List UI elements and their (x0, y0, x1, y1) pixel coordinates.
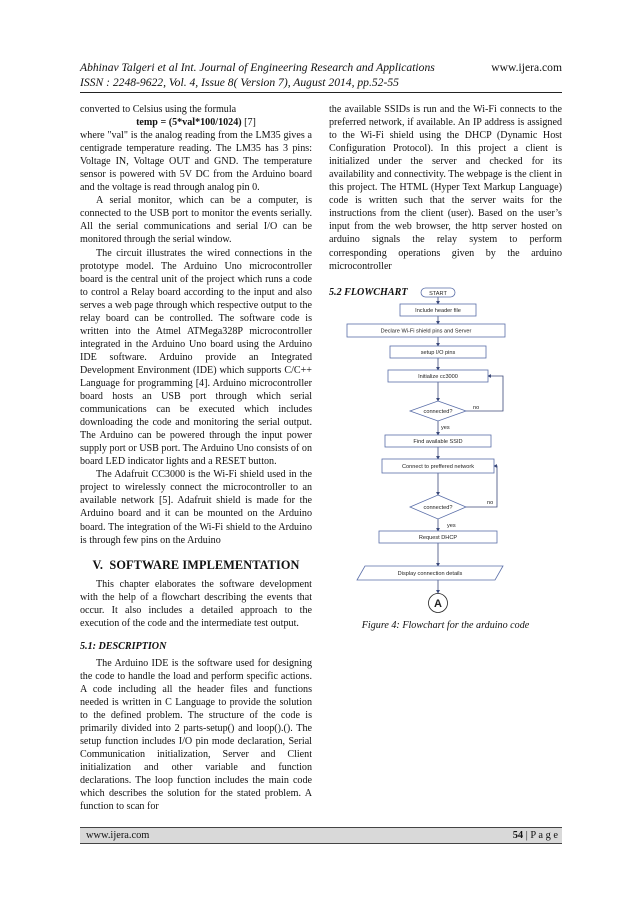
connector-label: A (434, 598, 442, 610)
branch-label: no (487, 500, 494, 506)
section-heading (80, 559, 312, 572)
subsection-heading: 5.2 FLOWCHART (329, 286, 408, 298)
paragraph: the available SSIDs is run and the Wi-Fi connects to the preferred network, if available. An IP address is assigned to the Wi-Fi shield using the DHCP (Dynamic Host Configuration Protocol). In this project a client is initialized under the server and checked for its availability and connectivity. The webpage is the client in this project. The HTML (Hyper Text Markup Language) code is written such that the server waits for the instructions from the client (user). Based on the user’s input from the web browser, the http server hosted on arduino signals the relay system to perform corresponding operations given by the arduino microcontroller (329, 104, 562, 272)
paragraph: The Arduino IDE is the software used for designing the code to handle the load and perform specific actions. A code including all the header files and functions needed is written in C Language to provide the solution to the defined problem. The structure of the code is primarily divided into 2 parts-setup() and loop().(). The setup function includes I/O pin mode declaration, Serial Communication initialization, Server and Client initialization and other variable and function declarations. The loop function includes the main code which describes the solution for the stated problem. A function to scan for (80, 657, 312, 813)
flow-label: START (429, 290, 447, 297)
figure-caption: Figure 4: Flowchart for the arduino code (361, 620, 530, 631)
paragraph: The Adafruit CC3000 is the Wi-Fi shield used in the project to wirelessly connect the microcontroller to an available network [5]. Adafruit shield is made for the Arduino board and it can be mounted on the Arduino board. The integration of the Wi-Fi shield to the Arduino is through few pins on the Arduino (80, 469, 312, 546)
left-column (80, 103, 312, 813)
paragraph: A serial monitor, which can be a computer, is connected to the USB port to monitor the events serially. All the serial communications and serial I/O can be monitored through the serial window. (80, 195, 312, 246)
branch-label: yes (447, 523, 456, 529)
flow-label: setup I/O pins (420, 350, 456, 356)
flow-label: Display connection details (397, 571, 463, 577)
running-header (80, 60, 562, 93)
page-label: | P a g e (523, 830, 558, 841)
paragraph: converted to Celsius using the formula (80, 104, 237, 115)
paragraph: This chapter elaborates the software development with the help of a flowchart describing the events that occur. It also includes a detailed approach to the execution of the code and the intermediate test output. (80, 578, 312, 629)
flowchart-figure (345, 287, 507, 618)
section-number: V. (92, 557, 104, 572)
header-website: www.ijera.com (491, 61, 562, 74)
page-number (513, 828, 558, 843)
flowchart-svg (345, 287, 507, 618)
page-footer (80, 827, 562, 844)
formula (80, 116, 312, 129)
branch-label: yes (441, 425, 450, 431)
branch-label: no (473, 405, 480, 411)
journal-citation: Abhinav Talgeri et al Int. Journal of Engineering Research and Applications (80, 61, 435, 74)
subsection-heading: 5.1: DESCRIPTION (80, 640, 167, 652)
right-column (329, 103, 562, 303)
formula-expression: temp = (5*val*100/1024) (136, 117, 242, 129)
flow-label: Declare Wi-Fi shield pins and Server (380, 328, 472, 335)
section-title: SOFTWARE IMPLEMENTATION (109, 557, 300, 572)
page-number-value: 54 (512, 830, 524, 841)
flow-label: Find available SSID (413, 439, 463, 445)
flow-label: connected? (423, 409, 453, 415)
paragraph: where "val" is the analog reading from the LM35 gives a centigrade temperature reading. The LM35 has 3 pins: Voltage IN, Voltage OUT and GND. The temperature sensor is powered with 5V DC from the Arduino board and the voltage is read through analog pin 0. (80, 130, 312, 194)
flow-label: Connect to preffered network (401, 464, 475, 470)
paragraph: The circuit illustrates the wired connections in the prototype model. The Arduino Uno microcontroller board is the central unit of the project which runs a code to control a Relay board according to the input and also serves a web page through which respective output to the relay board can be controlled. The software code is written into the Atmel ATMega328P microcontroller integrated in the Arduino Uno board using the Arduino IDE software. Arduino provide an Integrated Development Environment (IDE) which supports C/C++ Language for programming [4]. Arduino microcontroller board hosts an USB port through which serial communications can be executed which includes downloading the code and monitoring the serial output. The Arduino can be powered through the input power supply port or USB port. The Arduino Uno consists of on board LED indicator lights and a RESET button. (80, 247, 312, 468)
issn-line: ISSN : 2248-9622, Vol. 4, Issue 8( Version 7), August 2014, pp.52-55 (80, 76, 399, 89)
footer-website: www.ijera.com (86, 830, 150, 841)
flow-label: Initialize cc3000 (418, 374, 458, 380)
flow-label: connected? (423, 505, 453, 511)
flow-label: Include header file (415, 308, 461, 314)
flow-label: Request DHCP (418, 535, 458, 541)
formula-reference: [7] (241, 117, 256, 129)
